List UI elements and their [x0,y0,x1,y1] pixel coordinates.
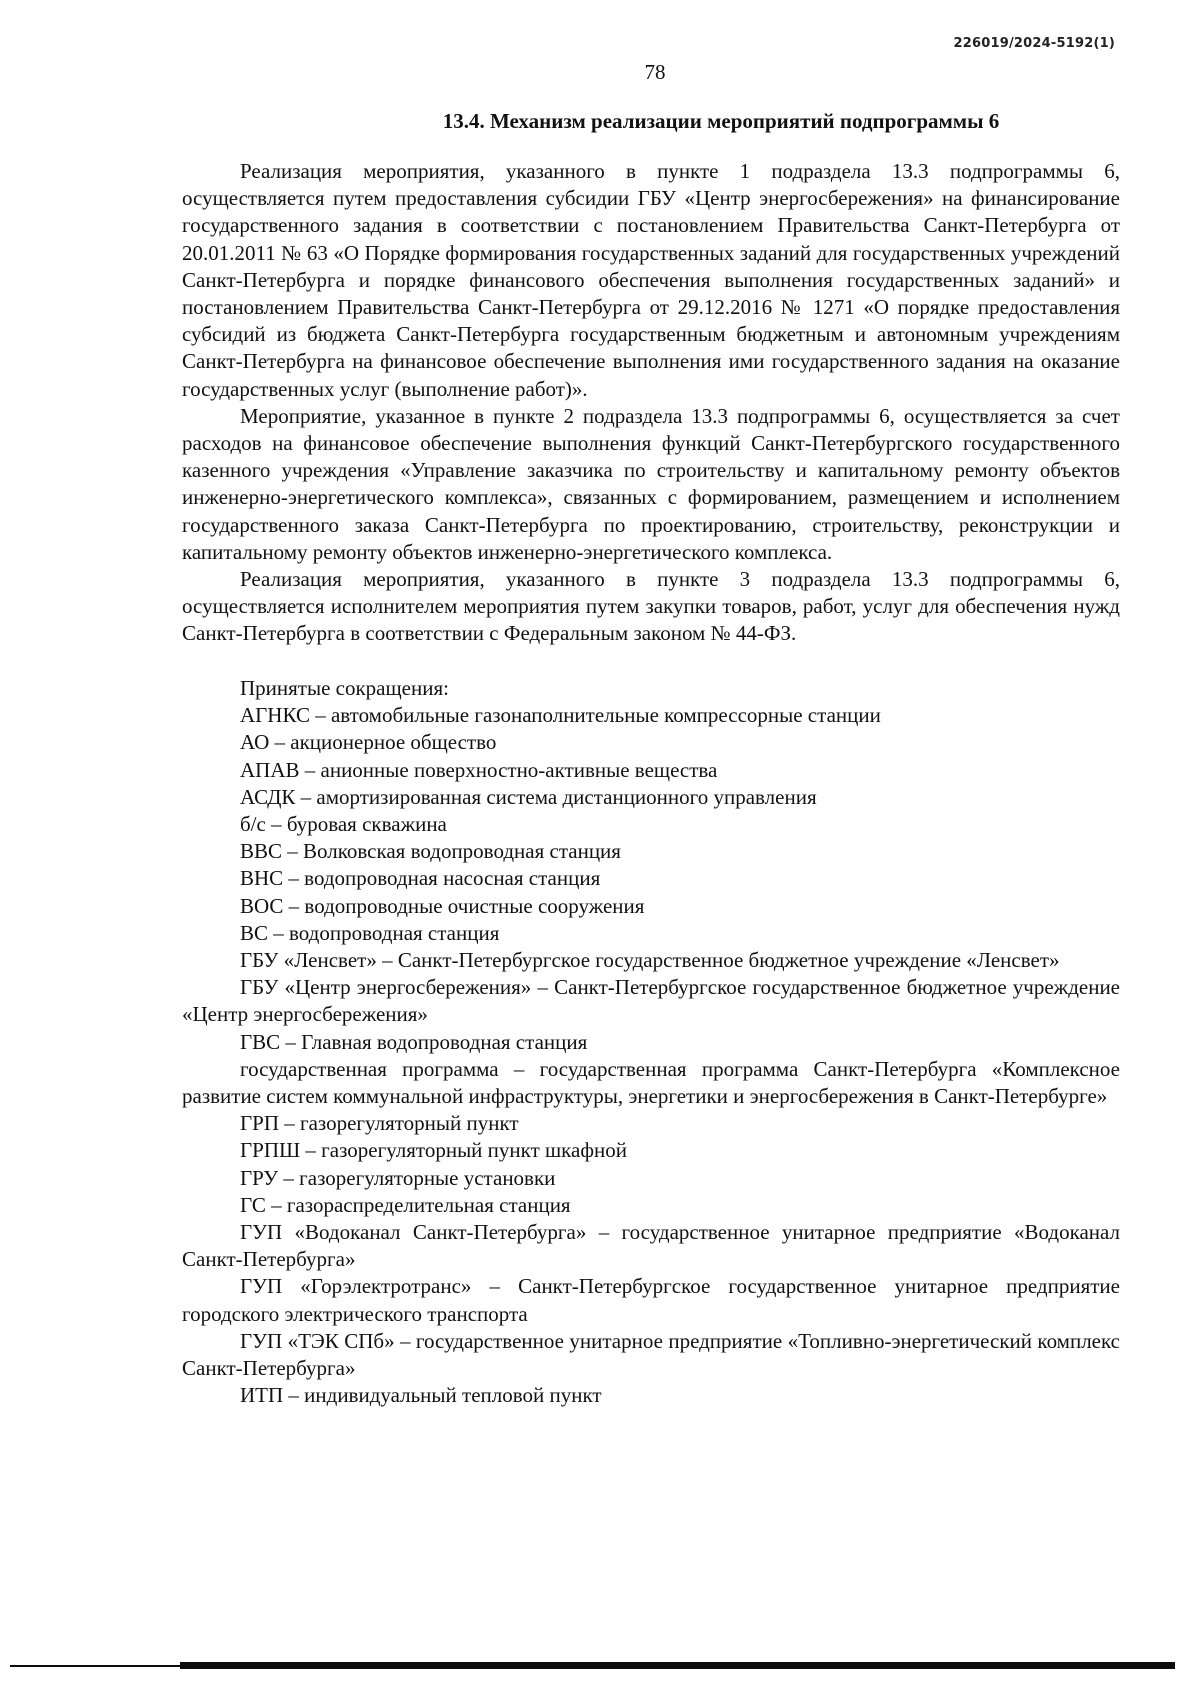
document-id: 226019/2024-5192(1) [953,36,1115,51]
abbreviation-item: ГРУ – газорегуляторные установки [240,1165,556,1190]
abbreviation-item: ГУП «Горэлектротранс» – Санкт-Петербургское государственное унитарное предприятие городского электрического транспорта [182,1274,1120,1326]
abbreviation-item: ГВС – Главная водопроводная станция [240,1029,588,1054]
scan-rule-thin [10,1665,180,1667]
scan-bottom-rule [0,1659,1200,1671]
abbreviation-item: ИТП – индивидуальный тепловой пункт [240,1383,602,1408]
scan-rule-bar [180,1662,1175,1669]
abbreviation-item: ВНС – водопроводная насосная станция [240,866,601,891]
abbreviation-item: государственная программа – государственная программа Санкт-Петербурга «Комплексное развитие систем коммунальной инфраструктуры, энергетики и энергосбережения в Санкт-Петербурге» [182,1056,1120,1108]
abbreviation-item: АСДК – амортизированная система дистанционного управления [240,784,817,809]
paragraph-3: Реализация мероприятия, указанного в пункте 3 подраздела 13.3 подпрограммы 6, осуществляется исполнителем мероприятия путем закупки товаров, работ, услуг для обеспечения нужд Санкт-Петербурга в соответствии с Федеральным законом № 44-ФЗ. [182,567,1120,646]
abbreviation-item: ГУП «Водоканал Санкт-Петербурга» – государственное унитарное предприятие «Водоканал Санкт-Петербурга» [182,1220,1120,1272]
abbreviation-item: ВС – водопроводная станция [240,920,500,945]
abbreviations-heading: Принятые сокращения: [240,675,449,700]
abbreviation-item: ГРПШ – газорегуляторный пункт шкафной [240,1138,627,1163]
abbreviation-item: ГУП «ТЭК СПб» – государственное унитарное предприятие «Топливно-энергетический комплекс Санкт-Петербурга» [182,1328,1120,1381]
abbreviation-item: АПАВ – анионные поверхностно-активные вещества [240,757,718,782]
abbreviation-item: АГНКС – автомобильные газонаполнительные компрессорные станции [240,703,881,728]
paragraph-2: Мероприятие, указанное в пункте 2 подраздела 13.3 подпрограммы 6, осуществляется за счет расходов на финансовое обеспечение выполнения функций Санкт-Петербургского государственного казенного учреждения «Управление заказчика по строительству и капитальному ремонту объектов инженерно-энергетического комплекса», связанных с формированием, размещением и исполнением государственного заказа Санкт-Петербурга по проектированию, строительству, реконструкции и капитальному ремонту объектов инженерно-энергетического комплекса. [182,403,1120,564]
abbreviation-item: ГБУ «Центр энергосбережения» – Санкт-Петербургское государственное бюджетное учреждение «Центр энергосбережения» [182,975,1120,1027]
abbreviation-item: АО – акционерное общество [240,730,497,755]
paragraph-1: Реализация мероприятия, указанного в пункте 1 подраздела 13.3 подпрограммы 6, осуществляется путем предоставления субсидии ГБУ «Центр энергосбережения» на финансирование государственного задания в соответствии с постановлением Правительства Санкт-Петербурга от 20.01.2011 № 63 «О Порядке формирования государственных заданий для государственных учреждений Санкт-Петербурга и порядке финансового обеспечения выполнения государственных заданий» и постановлением Правительства Санкт-Петербурга от 29.12.2016 № 1271 «О порядке предоставления субсидий из бюджета Санкт-Петербурга государственным бюджетным и автономным учреждениям Санкт-Петербурга на финансовое обеспечение выполнения ими государственного задания на оказание государственных услуг (выполнение работ)». [182,159,1120,401]
abbreviation-item: ВОС – водопроводные очистные сооружения [240,893,645,918]
section-title: 13.4. Механизм реализации мероприятий подпрограммы 6 [442,109,1000,133]
abbreviation-item: б/с – буровая скважина [240,811,447,836]
abbreviations-list [182,675,1120,1410]
page-content [182,108,1120,1409]
abbreviation-item: ГРП – газорегуляторный пункт [240,1111,519,1136]
page-number: 78 [644,60,666,84]
abbreviation-item: ГБУ «Ленсвет» – Санкт-Петербургское государственное бюджетное учреждение «Ленсвет» [240,947,1060,972]
abbreviation-item: ГС – газораспределительная станция [240,1192,571,1217]
abbreviation-item: ВВС – Волковская водопроводная станция [240,839,621,864]
